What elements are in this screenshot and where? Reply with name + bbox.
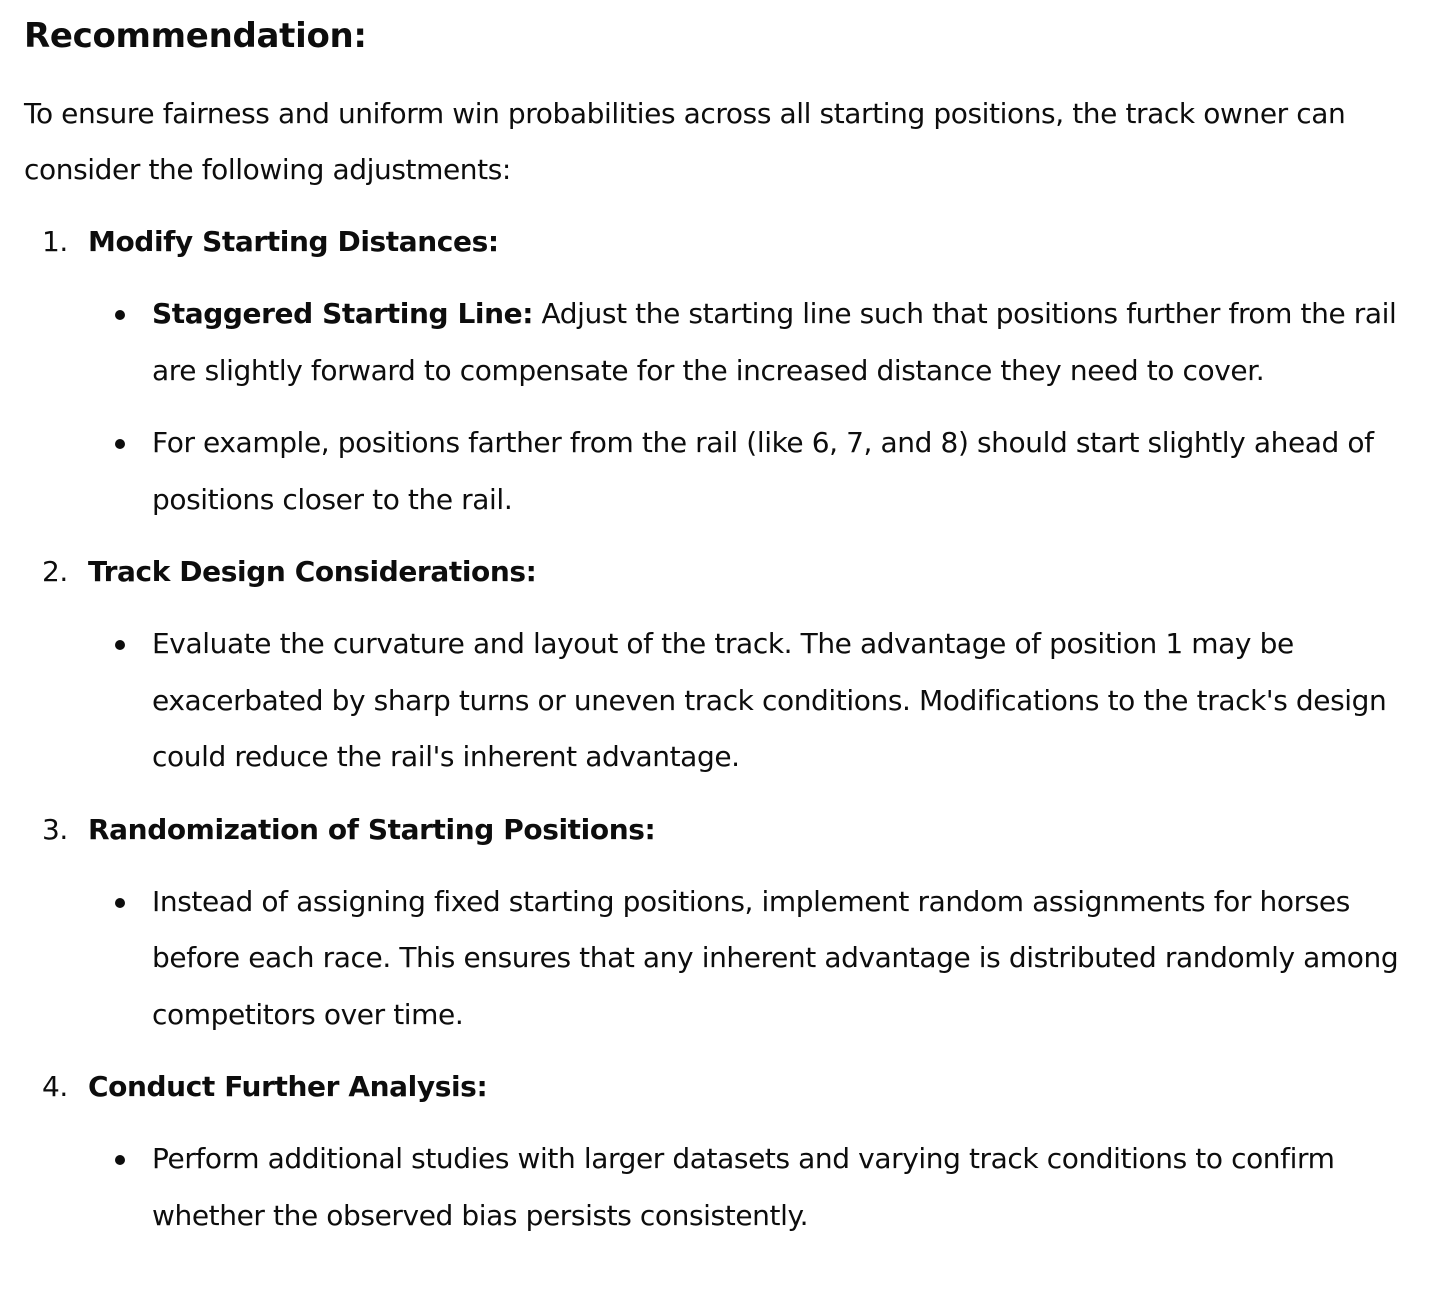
bullet-dot-icon [115,1155,125,1165]
bullet-dot-icon [115,439,125,449]
intro-paragraph: To ensure fairness and uniform win probabilities across all starting positions, the track owner can consider the following adjustments: [24,97,1346,186]
sub-bullet-list [24,1131,1442,1244]
list-item-4 [24,1059,1442,1244]
step-title: Randomization of Starting Positions: [88,812,656,846]
list-item-2 [24,544,1442,786]
list-number: 4. [42,1070,68,1103]
sub-bullet-list [24,286,1442,528]
section-heading: Recommendation: [24,16,367,56]
sub-bullet-list [24,874,1442,1044]
sub-bullet-list [24,616,1442,786]
list-number: 3. [42,812,68,846]
bullet-item [24,874,1442,1044]
bullet-text: Perform additional studies with larger datasets and varying track conditions to confirm whether the observed bias persists consistently. [152,1142,1335,1232]
step-title: Modify Starting Distances: [88,225,499,258]
bullet-lead: Staggered Starting Line: [152,297,534,330]
document-body [24,0,1442,1244]
bullet-item [24,286,1442,399]
bullet-item [24,616,1442,786]
bullet-text: For example, positions farther from the rail (like 6, 7, and 8) should start slightly ahead of positions closer to the rail. [152,426,1374,516]
list-number: 2. [42,555,68,588]
list-item-3 [24,802,1442,1044]
bullet-dot-icon [115,310,125,320]
bullet-item [24,415,1442,528]
bullet-text: Instead of assigning fixed starting positions, implement random assignments for horses before each race. This ensures that any inherent advantage is distributed randomly among competitors over time. [152,884,1399,1031]
bullet-text: Adjust the starting line such that positions further from the rail are slightly forward to compensate for the increased distance they need to cover. [152,297,1397,387]
bullet-text: Evaluate the curvature and layout of the track. The advantage of position 1 may be exacerbated by sharp turns or uneven track conditions. Modifications to the track's design could reduce the rail's inherent advantage. [152,627,1387,773]
list-item-1 [24,214,1442,528]
recommendation-list [24,214,1442,1244]
bullet-dot-icon [115,898,125,908]
step-title: Track Design Considerations: [88,555,537,588]
bullet-dot-icon [115,640,125,650]
step-title: Conduct Further Analysis: [88,1070,488,1103]
bullet-item [24,1131,1442,1244]
list-number: 1. [42,225,68,258]
